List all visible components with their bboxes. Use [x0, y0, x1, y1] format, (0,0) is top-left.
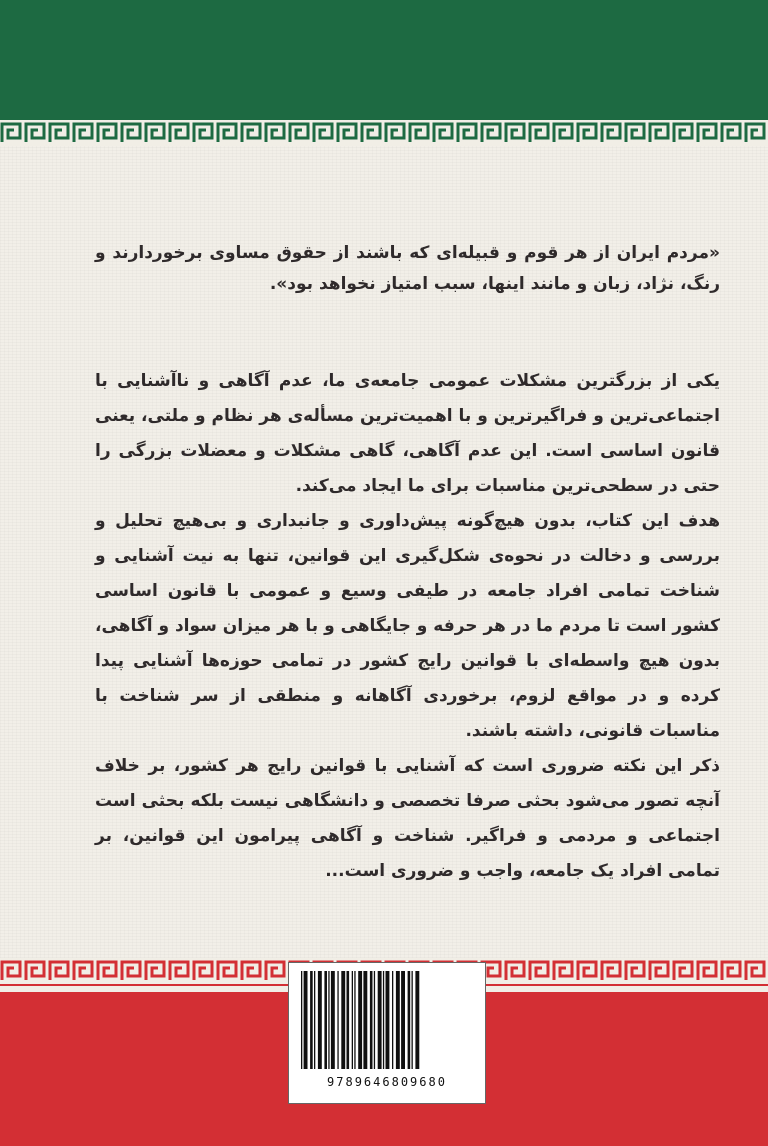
paragraph-3: ذکر این نکته ضروری است که آشنایی با قوانین رایج هر کشور، بر خلاف آنچه تصور می‌شود بحثی صرفا تخصصی و دانشگاهی نیست بلکه بحثی است اجتماعی و مردمی و فراگیر. شناخت و آگاهی پیرامون این قوانین، بر تمامی افراد یک جامعه، واجب و ضروری است... [95, 756, 720, 881]
barcode-bar [378, 971, 382, 1069]
barcode-bar [415, 971, 419, 1069]
barcode-bar [341, 971, 345, 1069]
barcode-bar [358, 971, 362, 1069]
top-ornament-border [0, 118, 768, 146]
barcode-bar [314, 971, 315, 1069]
barcode-bar [396, 971, 400, 1069]
barcode-bar [352, 971, 353, 1069]
top-ornament-pattern [0, 120, 768, 146]
barcode-bar [412, 971, 413, 1069]
barcode-bar [370, 971, 373, 1069]
paragraph-1: یکی از بزرگترین مشکلات عمومی جامعه‌ی ما، عدم آگاهی و ناآشنایی با اجتماعی‌ترین و فراگیرترین و با اهمیت‌ترین مسأله‌ی هر نظام و ملتی، یعنی قانون اساسی است. این عدم آگاهی، گاهی مشکلات و معضلات بزرگی را حتی در سطحی‌ترین مناسبات برای ما ایجاد می‌کند. [95, 371, 720, 496]
barcode-bar [363, 971, 367, 1069]
barcode-number: 9789646809680 [327, 1075, 447, 1089]
green-band [0, 0, 768, 120]
paragraph-2: هدف این کتاب، بدون هیچ‌گونه پیش‌داوری و جانبداری و بی‌هیچ تحلیل و بررسی و دخالت در نحوه‌ی شکل‌گیری این قوانین، تنها به نیت آشنایی و شناخت تمامی افراد جامعه در طیفی وسیع و عمومی با قانون اساسی کشور است تا مردم ما در هر حرفه و جایگاهی و با هر میزان سواد و آگاهی، بدون هیچ واسطه‌ای با قوانین رایج کشور در تمامی حوزه‌ها آشنایی پیدا کرده و در مواقع لزوم، برخوردی آگاهانه و منطقی از سر شناخت با مناسبات قانونی، داشته باشند. [95, 511, 720, 741]
barcode-bar [386, 971, 390, 1069]
barcode-bar [310, 971, 313, 1069]
barcode-bar [401, 971, 405, 1069]
barcode-bar [392, 971, 393, 1069]
quote-text: «مردم ایران از هر قوم و قبیله‌ای که باشند از حقوق مساوی برخوردارند و رنگ، نژاد، زبان و مانند اینها، سبب امتیاز نخواهد بود». [95, 243, 720, 294]
barcode-bar [374, 971, 375, 1069]
barcode-bar [337, 971, 338, 1069]
barcode-bar [347, 971, 350, 1069]
barcode-bar [318, 971, 322, 1069]
barcode-bar [354, 971, 355, 1069]
barcode-bar [324, 971, 327, 1069]
body-text [95, 364, 720, 889]
barcode [288, 962, 486, 1104]
barcode-bar [408, 971, 411, 1069]
barcode-bars [289, 963, 485, 1073]
barcode-bar [383, 971, 384, 1069]
barcode-bar [304, 971, 308, 1069]
barcode-bar [328, 971, 329, 1069]
barcode-bar [331, 971, 335, 1069]
barcode-bar [301, 971, 302, 1069]
